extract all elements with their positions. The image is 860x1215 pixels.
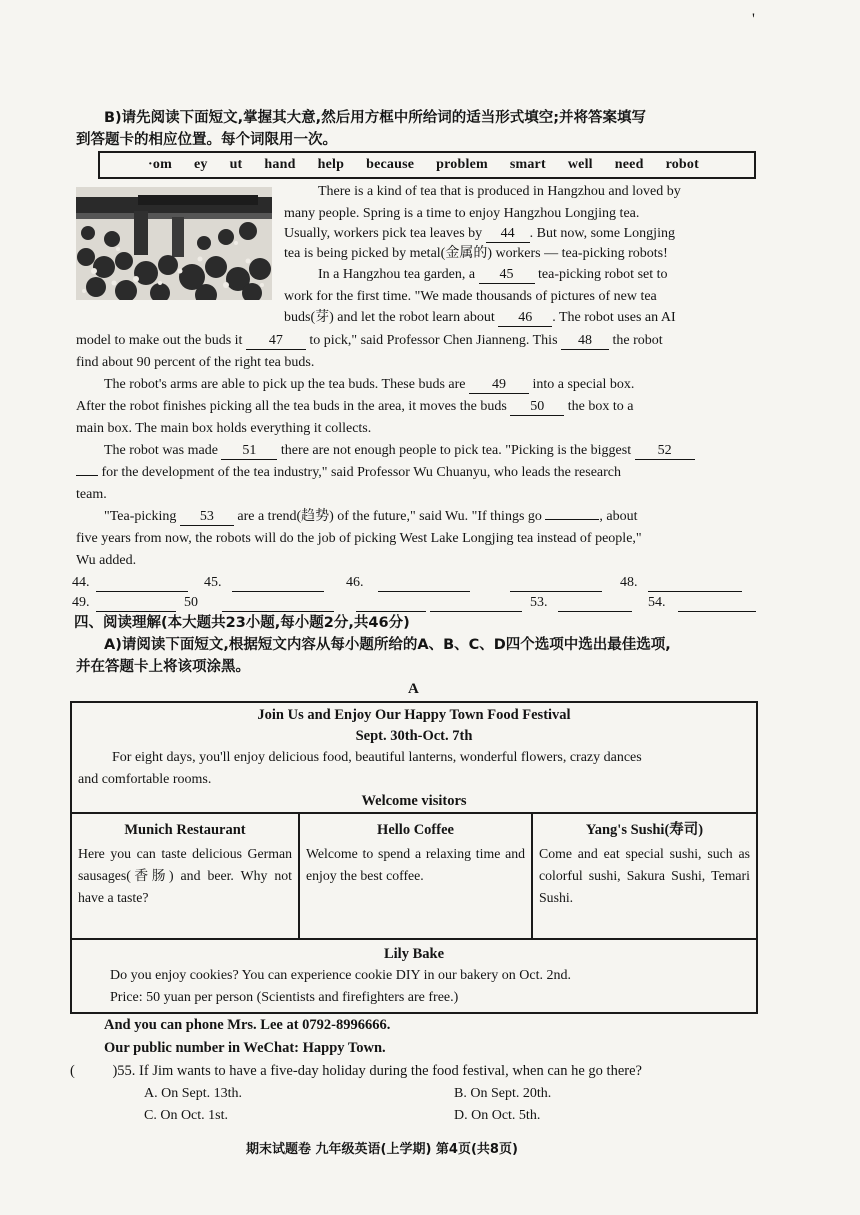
answer-line-53[interactable] bbox=[558, 597, 632, 612]
passage-line-10-b: into a special box. bbox=[532, 377, 635, 392]
answer-bracket[interactable]: ( bbox=[70, 1063, 75, 1079]
passage-line-18: Wu added. bbox=[76, 553, 137, 568]
answer-line-50[interactable] bbox=[222, 597, 334, 612]
hello-coffee-title: Hello Coffee bbox=[377, 822, 454, 838]
word-bank-item: well bbox=[567, 156, 593, 172]
blank-53: 53 bbox=[180, 510, 234, 526]
answer-label-54: 54. bbox=[648, 595, 666, 610]
section-four-heading: 四、阅读理解(本大题共23小题,每小题2分,共46分) bbox=[74, 615, 410, 631]
answer-label-45: 45. bbox=[204, 575, 222, 590]
word-bank-item: need bbox=[614, 156, 644, 172]
ad-title: Join Us and Enjoy Our Happy Town Food Festival bbox=[257, 707, 571, 723]
passage-line-13-b: there are not enough people to pick tea. "Picking is the biggest bbox=[280, 443, 632, 458]
passage-line-17: five years from now, the robots will do the job of picking West Lake Longjing tea instead of people," bbox=[76, 531, 642, 546]
word-bank-item: ut bbox=[229, 156, 243, 172]
answer-label-46: 46. bbox=[346, 575, 364, 590]
passage-line-1: There is a kind of tea that is produced in Hangzhou and loved by bbox=[318, 184, 681, 199]
word-bank-item: robot bbox=[665, 156, 699, 172]
passage-line-8-b: to pick," said Professor Chen Jianneng. This bbox=[309, 333, 558, 348]
answer-line-52[interactable] bbox=[430, 597, 522, 612]
blank-49: 49 bbox=[469, 378, 529, 394]
word-bank-item: help bbox=[317, 156, 345, 172]
passage-line-13-a: The robot was made bbox=[104, 443, 218, 458]
tea-garden-image bbox=[76, 187, 272, 300]
answer-line-48[interactable] bbox=[648, 577, 742, 592]
blank-46: 46 bbox=[498, 311, 552, 327]
answer-line-49[interactable] bbox=[96, 597, 176, 612]
answer-line-51[interactable] bbox=[356, 597, 426, 612]
yangs-sushi-title: Yang's Sushi(寿司) bbox=[585, 822, 704, 838]
passage-line-16-b: are a trend(趋势) of the future," said Wu. "If things go bbox=[237, 509, 542, 524]
answer-label-49: 49. bbox=[72, 595, 90, 610]
corner-mark: ' bbox=[752, 11, 755, 28]
passage-line-8-a: model to make out the buds it bbox=[76, 333, 243, 348]
passage-line-5 bbox=[318, 267, 668, 284]
hello-coffee-cell bbox=[300, 814, 533, 938]
passage-line-7-b: . The robot uses an AI bbox=[552, 310, 676, 325]
option-b[interactable]: B. On Sept. 20th. bbox=[454, 1086, 552, 1101]
answer-label-50: 50 bbox=[184, 595, 198, 610]
yangs-sushi-text: Come and eat special sushi, such as colorful sushi, Sakura Sushi, Temari Sushi. bbox=[539, 846, 750, 906]
passage-line-13 bbox=[104, 443, 695, 460]
passage-line-14 bbox=[76, 465, 621, 482]
section-b-instruction-line1: B)请先阅读下面短文,掌握其大意,然后用方框中所给词的适当形式填空;并将答案填写 bbox=[104, 110, 646, 126]
passage-line-14-text: for the development of the tea industry," said Professor Wu Chuanyu, who leads the research bbox=[101, 465, 622, 480]
passage-line-8 bbox=[76, 333, 663, 350]
word-bank-item: smart bbox=[509, 156, 546, 172]
passage-line-10 bbox=[104, 377, 634, 394]
passage-line-5-b: tea-picking robot set to bbox=[538, 267, 668, 282]
passage-line-4: tea is being picked by metal(金属的) workers — tea-picking robots! bbox=[284, 246, 668, 261]
lily-bake-line-1: Do you enjoy cookies? You can experience cookie DIY in our bakery on Oct. 2nd. bbox=[110, 968, 571, 983]
yangs-sushi-cell bbox=[533, 814, 756, 938]
passage-line-11 bbox=[76, 399, 634, 416]
passage-line-16 bbox=[104, 509, 638, 526]
tea-garden-photo bbox=[76, 187, 272, 300]
lily-bake-line-2: Price: 50 yuan per person (Scientists and firefighters are free.) bbox=[110, 990, 459, 1005]
passage-line-15: team. bbox=[76, 487, 107, 502]
answer-line-44[interactable] bbox=[96, 577, 188, 592]
question-55-stem: )55. If Jim wants to have a five-day holiday during the food festival, when can he go there? bbox=[112, 1063, 642, 1079]
word-bank-item: hand bbox=[264, 156, 296, 172]
option-a[interactable]: A. On Sept. 13th. bbox=[144, 1086, 242, 1101]
blank-50: 50 bbox=[510, 400, 564, 416]
word-bank-item: because bbox=[366, 156, 415, 172]
contact-phone: And you can phone Mrs. Lee at 0792-8996666. bbox=[104, 1017, 391, 1033]
contact-wechat: Our public number in WeChat: Happy Town. bbox=[104, 1040, 386, 1056]
answer-blanks bbox=[0, 575, 860, 619]
passage-line-3-b: . But now, some Longjing bbox=[529, 226, 675, 241]
ad-dates: Sept. 30th-Oct. 7th bbox=[355, 728, 473, 744]
passage-line-7 bbox=[284, 310, 676, 327]
blank-44: 44 bbox=[486, 227, 530, 243]
passage-line-10-a: The robot's arms are able to pick up the tea buds. These buds are bbox=[104, 377, 466, 392]
passage-line-6: work for the first time. "We made thousands of pictures of new tea bbox=[284, 289, 657, 304]
lily-bake-title: Lily Bake bbox=[383, 946, 445, 962]
section-b-instruction-line2: 到答题卡的相应位置。每个词限用一次。 bbox=[76, 132, 337, 148]
munich-restaurant-cell bbox=[72, 814, 300, 938]
food-festival-ad bbox=[70, 701, 758, 1014]
option-d[interactable]: D. On Oct. 5th. bbox=[454, 1108, 541, 1123]
passage-line-3 bbox=[284, 226, 675, 243]
ad-intro-line-2: and comfortable rooms. bbox=[78, 772, 212, 787]
answer-line-47[interactable] bbox=[510, 577, 602, 592]
passage-line-7-a: buds(芽) and let the robot learn about bbox=[284, 310, 495, 325]
answer-label-48: 48. bbox=[620, 575, 638, 590]
blank-47: 47 bbox=[246, 334, 306, 350]
passage-line-11-a: After the robot finishes picking all the tea buds in the area, it moves the buds bbox=[76, 399, 507, 414]
answer-line-46[interactable] bbox=[378, 577, 470, 592]
passage-line-16-a: "Tea-picking bbox=[104, 509, 177, 524]
passage-line-12: main box. The main box holds everything it collects. bbox=[76, 421, 372, 436]
word-bank-item: ·om bbox=[148, 156, 172, 172]
passage-line-5-a: In a Hangzhou tea garden, a bbox=[318, 267, 476, 282]
lily-bake-section bbox=[72, 938, 756, 1012]
ad-welcome: Welcome visitors bbox=[361, 793, 467, 809]
section-four-instruction-line1: A)请阅读下面短文,根据短文内容从每小题所给的A、B、C、D四个选项中选出最佳选项, bbox=[104, 637, 671, 653]
passage-line-9: find about 90 percent of the right tea buds. bbox=[76, 355, 315, 370]
ad-intro-line-1: For eight days, you'll enjoy delicious food, beautiful lanterns, wonderful flowers, crazy dances bbox=[112, 750, 642, 765]
question-55 bbox=[70, 1063, 642, 1080]
munich-restaurant-title: Munich Restaurant bbox=[124, 822, 246, 838]
word-bank-box bbox=[98, 151, 756, 179]
passage-line-2: many people. Spring is a time to enjoy Hangzhou Longjing tea. bbox=[284, 206, 640, 221]
passage-line-8-c: the robot bbox=[612, 333, 663, 348]
option-c[interactable]: C. On Oct. 1st. bbox=[144, 1108, 228, 1123]
blank-52: 52 bbox=[635, 444, 695, 460]
blank-48: 48 bbox=[561, 334, 609, 350]
hello-coffee-text: Welcome to spend a relaxing time and enjoy the best coffee. bbox=[306, 846, 525, 884]
section-four-instruction-line2: 并在答题卡上将该项涂黑。 bbox=[76, 659, 250, 675]
blank-51: 51 bbox=[221, 444, 277, 460]
ad-header bbox=[72, 703, 756, 814]
answer-line-54[interactable] bbox=[678, 597, 756, 612]
passage-line-16-c: , about bbox=[599, 509, 638, 524]
blank-45: 45 bbox=[479, 268, 535, 284]
blank-unnumbered bbox=[545, 519, 599, 520]
answer-label-53: 53. bbox=[530, 595, 548, 610]
passage-label-a: A bbox=[408, 681, 419, 697]
blank-52-continuation bbox=[76, 475, 98, 476]
munich-restaurant-text: Here you can taste delicious German sausages(香肠) and beer. Why not have a taste? bbox=[78, 846, 292, 906]
word-bank-item: ey bbox=[193, 156, 208, 172]
word-bank-item: problem bbox=[436, 156, 488, 172]
passage-line-11-b: the box to a bbox=[567, 399, 634, 414]
answer-label-44: 44. bbox=[72, 575, 90, 590]
answer-line-45[interactable] bbox=[232, 577, 324, 592]
page-footer: 期末试题卷 九年级英语(上学期) 第4页(共8页) bbox=[246, 1142, 518, 1157]
passage-line-3-a: Usually, workers pick tea leaves by bbox=[284, 226, 483, 241]
